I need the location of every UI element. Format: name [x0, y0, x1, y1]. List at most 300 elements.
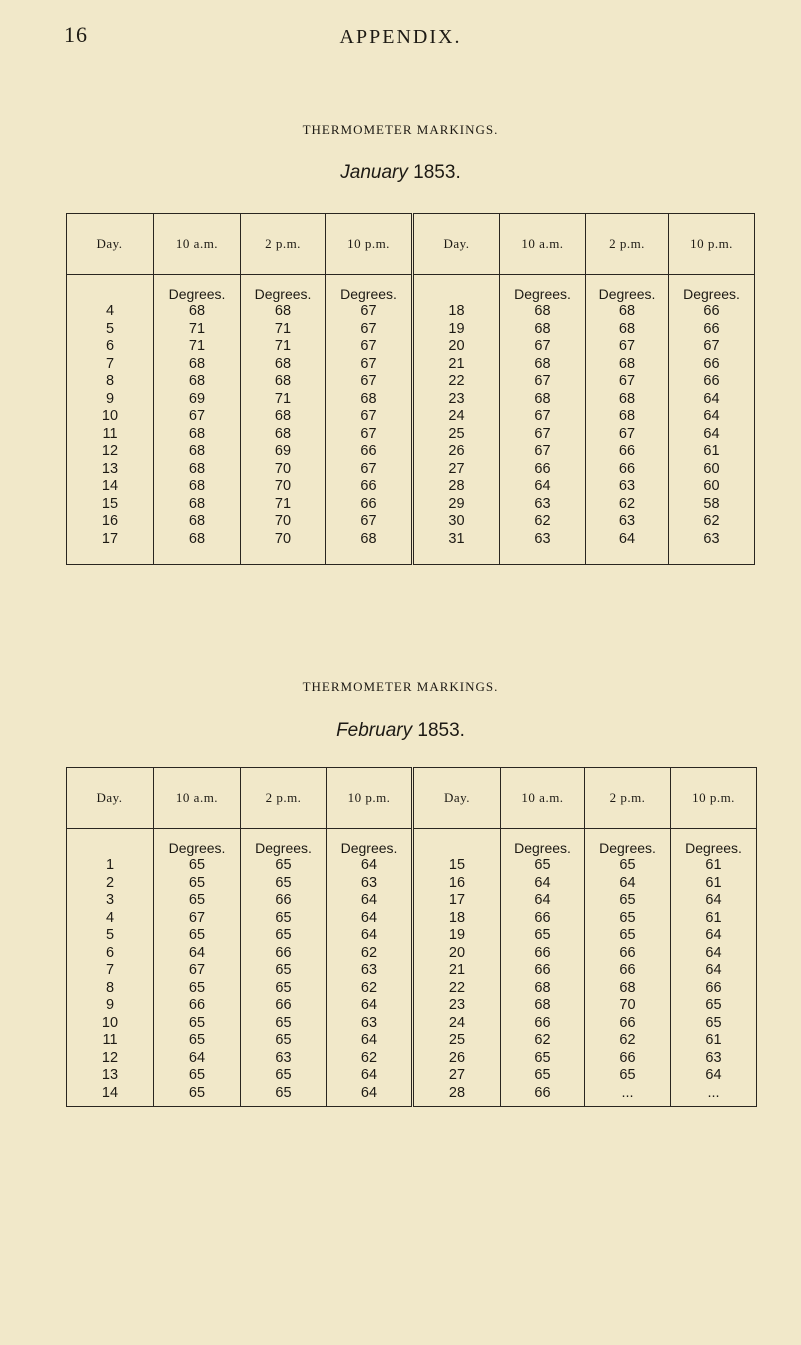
temperature-cell: 65: [154, 1067, 241, 1085]
column-header: 10 p.m.: [669, 214, 755, 275]
table-row: [67, 910, 757, 928]
temperature-cell: 68: [500, 303, 586, 321]
temperature-cell: 65: [241, 962, 327, 980]
temperature-cell: 65: [154, 1032, 241, 1050]
unit-label: Degrees.: [154, 275, 241, 304]
temperature-cell: 68: [500, 391, 586, 409]
temperature-cell: 71: [241, 391, 326, 409]
temperature-cell: 67: [586, 338, 669, 356]
february-subtitle: [0, 720, 801, 742]
day-cell: 12: [67, 443, 154, 461]
temperature-cell: 64: [705, 927, 722, 944]
temperature-cell: 68: [154, 478, 241, 496]
day-cell: 10: [67, 408, 154, 426]
spacer-cell: [154, 548, 241, 565]
temperature-cell: 67: [586, 426, 669, 444]
table-row: [67, 356, 755, 374]
temperature-cell: 66: [585, 962, 671, 980]
temperature-cell: 66: [501, 1085, 585, 1103]
temperature-cell: 68: [500, 356, 586, 374]
temperature-cell: 67: [154, 910, 241, 928]
temperature-cell: 66: [586, 461, 669, 479]
table-row: [67, 338, 755, 356]
day-cell: 3: [67, 892, 154, 910]
temperature-cell: 63: [705, 1049, 722, 1066]
day-cell: 18: [413, 303, 500, 321]
temperature-cell: 68: [241, 426, 326, 444]
temperature-cell: 63: [586, 513, 669, 531]
temperature-cell: 65: [585, 1067, 671, 1085]
day-cell: 16: [413, 875, 501, 893]
temperature-cell: 64: [154, 1050, 241, 1068]
temperature-cell: 68: [241, 373, 326, 391]
day-cell: 31: [413, 531, 500, 549]
temperature-cell: 65: [154, 857, 241, 875]
temperature-cell: 65: [241, 1085, 327, 1103]
temperature-cell: 66: [586, 443, 669, 461]
temperature-cell: 67: [154, 408, 241, 426]
temperature-cell: 64: [585, 875, 671, 893]
day-cell: 23: [413, 391, 500, 409]
unit-label: Degrees.: [500, 275, 586, 304]
day-cell: 20: [413, 945, 501, 963]
day-cell: 28: [413, 478, 500, 496]
temperature-cell: 65: [705, 997, 722, 1014]
column-header: 10 a.m.: [154, 768, 241, 829]
temperature-cell: 61: [703, 443, 720, 460]
temperature-cell: 65: [154, 1085, 241, 1103]
temperature-cell: 60: [703, 460, 720, 477]
temperature-cell: 66: [501, 945, 585, 963]
day-cell: 1: [67, 857, 154, 875]
temperature-cell: 66: [241, 945, 327, 963]
table-row: [67, 892, 757, 910]
day-cell: 14: [67, 1085, 154, 1103]
temperature-cell: 70: [241, 461, 326, 479]
temperature-cell: 70: [241, 531, 326, 549]
day-cell: 7: [67, 356, 154, 374]
day-cell: 12: [67, 1050, 154, 1068]
temperature-cell: 64: [327, 910, 413, 928]
table-row: [67, 408, 755, 426]
day-cell: 19: [413, 927, 501, 945]
temperature-cell: 64: [327, 1085, 413, 1103]
day-cell: 14: [67, 478, 154, 496]
column-header: Day.: [413, 768, 501, 829]
day-cell: 26: [413, 1050, 501, 1068]
february-header-row: [67, 768, 757, 829]
temperature-cell: 65: [154, 927, 241, 945]
temperature-cell: 67: [326, 408, 413, 426]
temperature-cell: 64: [327, 997, 413, 1015]
temperature-cell: 67: [586, 373, 669, 391]
day-cell: 23: [413, 997, 501, 1015]
temperature-cell: 66: [326, 478, 413, 496]
table-row: [67, 478, 755, 496]
january-month: January: [340, 162, 408, 183]
temperature-cell: 68: [500, 321, 586, 339]
table-row: [67, 373, 755, 391]
table-row: [67, 426, 755, 444]
temperature-cell: 62: [501, 1032, 585, 1050]
spacer-cell: [671, 1102, 757, 1107]
column-header: Day.: [67, 768, 154, 829]
temperature-cell: 69: [154, 391, 241, 409]
temperature-cell: 65: [585, 927, 671, 945]
temperature-cell: 65: [585, 857, 671, 875]
table-row: [67, 857, 757, 875]
temperature-cell: 68: [154, 373, 241, 391]
temperature-cell: 65: [241, 875, 327, 893]
temperature-cell: 64: [703, 408, 720, 425]
unit-label: Degrees.: [154, 829, 241, 858]
day-cell: 21: [413, 356, 500, 374]
temperature-cell: 67: [154, 962, 241, 980]
day-cell: 27: [413, 1067, 501, 1085]
temperature-cell: 68: [326, 391, 413, 409]
day-cell: 25: [413, 426, 500, 444]
unit-label: Degrees.: [683, 286, 740, 302]
temperature-cell: 65: [585, 910, 671, 928]
day-cell: 18: [413, 910, 501, 928]
temperature-cell: 68: [154, 461, 241, 479]
temperature-cell: 68: [154, 496, 241, 514]
column-header: 2 p.m.: [241, 768, 327, 829]
day-cell: 22: [413, 373, 500, 391]
column-header: 2 p.m.: [585, 768, 671, 829]
temperature-cell: 66: [585, 945, 671, 963]
day-cell: 13: [67, 1067, 154, 1085]
day-cell: 28: [413, 1085, 501, 1103]
temperature-cell: 68: [586, 408, 669, 426]
day-cell: 15: [67, 496, 154, 514]
temperature-cell: 65: [241, 1067, 327, 1085]
temperature-cell: 63: [500, 531, 586, 549]
temperature-cell: 65: [241, 910, 327, 928]
temperature-cell: 58: [703, 495, 720, 512]
day-cell: 7: [67, 962, 154, 980]
temperature-cell: 61: [705, 874, 722, 891]
temperature-cell: 68: [154, 513, 241, 531]
day-cell: 25: [413, 1032, 501, 1050]
temperature-cell: 64: [327, 1032, 413, 1050]
spacer-cell: [154, 1102, 241, 1107]
table-row: [67, 1067, 757, 1085]
day-cell: 11: [67, 1032, 154, 1050]
temperature-cell: 65: [241, 857, 327, 875]
temperature-cell: 64: [327, 927, 413, 945]
temperature-cell: 66: [703, 320, 720, 337]
temperature-cell: 65: [154, 1015, 241, 1033]
day-cell: 8: [67, 373, 154, 391]
table-row: [67, 513, 755, 531]
unit-label: [413, 275, 500, 304]
table-row: [67, 531, 755, 549]
column-header: 2 p.m.: [241, 214, 326, 275]
table-row: [67, 461, 755, 479]
day-cell: 5: [67, 321, 154, 339]
day-cell: 10: [67, 1015, 154, 1033]
temperature-cell: 68: [586, 321, 669, 339]
temperature-cell: 68: [501, 980, 585, 998]
temperature-cell: 65: [241, 1032, 327, 1050]
column-header: 10 p.m.: [327, 768, 413, 829]
day-cell: 17: [413, 892, 501, 910]
spacer-cell: [413, 548, 500, 565]
temperature-cell: 65: [501, 927, 585, 945]
temperature-cell: 66: [501, 1015, 585, 1033]
temperature-cell: 62: [585, 1032, 671, 1050]
temperature-cell: 65: [501, 1067, 585, 1085]
temperature-cell: 64: [705, 962, 722, 979]
column-header: 2 p.m.: [586, 214, 669, 275]
january-year: 1853.: [413, 162, 461, 183]
table-row: [67, 443, 755, 461]
temperature-cell: 62: [327, 945, 413, 963]
column-header: Day.: [413, 214, 500, 275]
temperature-cell: ...: [707, 1084, 720, 1101]
february-year: 1853.: [417, 720, 465, 741]
temperature-cell: 66: [241, 997, 327, 1015]
temperature-cell: 64: [154, 945, 241, 963]
temperature-cell: 70: [241, 478, 326, 496]
temperature-cell: 71: [241, 496, 326, 514]
day-cell: 24: [413, 1015, 501, 1033]
spacer-cell: [501, 1102, 585, 1107]
temperature-cell: 67: [500, 373, 586, 391]
temperature-cell: 65: [154, 875, 241, 893]
day-cell: 17: [67, 531, 154, 549]
column-header: 10 a.m.: [501, 768, 585, 829]
table-row: [67, 945, 757, 963]
temperature-cell: 67: [500, 338, 586, 356]
temperature-cell: 68: [326, 531, 413, 549]
february-month: February: [336, 720, 413, 741]
temperature-cell: 64: [327, 857, 413, 875]
unit-label: Degrees.: [241, 829, 327, 858]
day-cell: 24: [413, 408, 500, 426]
table-row: [67, 321, 755, 339]
temperature-cell: 68: [585, 980, 671, 998]
temperature-cell: 68: [586, 356, 669, 374]
spacer-cell: [413, 1102, 501, 1107]
temperature-cell: 60: [703, 478, 720, 495]
temperature-cell: 67: [703, 338, 720, 355]
table-row: [67, 962, 757, 980]
temperature-cell: 63: [327, 1015, 413, 1033]
temperature-cell: 64: [703, 425, 720, 442]
temperature-cell: 66: [326, 443, 413, 461]
column-header: Day.: [67, 214, 154, 275]
table-row: [67, 997, 757, 1015]
temperature-cell: 67: [326, 461, 413, 479]
temperature-cell: 64: [705, 892, 722, 909]
temperature-cell: 65: [501, 1050, 585, 1068]
february-table: [66, 767, 757, 1107]
temperature-cell: 68: [154, 356, 241, 374]
temperature-cell: 67: [326, 356, 413, 374]
table-row: [67, 303, 755, 321]
unit-label: Degrees.: [501, 829, 585, 858]
temperature-cell: 71: [241, 338, 326, 356]
temperature-cell: 67: [326, 321, 413, 339]
temperature-cell: 65: [241, 927, 327, 945]
spacer-row: [67, 548, 755, 565]
temperature-cell: 66: [501, 962, 585, 980]
temperature-cell: 71: [154, 321, 241, 339]
units-row: [67, 829, 757, 858]
january-table: [66, 213, 755, 565]
temperature-cell: 67: [500, 443, 586, 461]
temperature-cell: 67: [326, 373, 413, 391]
temperature-cell: 68: [154, 303, 241, 321]
unit-label: [413, 829, 501, 858]
temperature-cell: 62: [327, 980, 413, 998]
day-cell: 21: [413, 962, 501, 980]
temperature-cell: 62: [586, 496, 669, 514]
temperature-cell: 66: [703, 303, 720, 320]
temperature-cell: 63: [327, 875, 413, 893]
day-cell: 4: [67, 910, 154, 928]
day-cell: 8: [67, 980, 154, 998]
spacer-cell: [241, 548, 326, 565]
spacer-cell: [669, 548, 755, 565]
january-subtitle: [0, 162, 801, 184]
temperature-cell: 63: [586, 478, 669, 496]
temperature-cell: 66: [501, 910, 585, 928]
day-cell: 9: [67, 997, 154, 1015]
day-cell: 5: [67, 927, 154, 945]
spacer-cell: [67, 1102, 154, 1107]
page-number: 16: [64, 22, 88, 47]
day-cell: 15: [413, 857, 501, 875]
table-row: [67, 1050, 757, 1068]
temperature-cell: 64: [500, 478, 586, 496]
temperature-cell: 67: [326, 303, 413, 321]
day-cell: 20: [413, 338, 500, 356]
temperature-cell: 62: [500, 513, 586, 531]
temperature-cell: 64: [501, 875, 585, 893]
day-cell: 9: [67, 391, 154, 409]
temperature-cell: 68: [154, 531, 241, 549]
temperature-cell: 67: [326, 513, 413, 531]
day-cell: 19: [413, 321, 500, 339]
temperature-cell: 65: [241, 1015, 327, 1033]
day-cell: 22: [413, 980, 501, 998]
day-cell: 27: [413, 461, 500, 479]
day-cell: 4: [67, 303, 154, 321]
column-header: 10 a.m.: [500, 214, 586, 275]
temperature-cell: 67: [500, 408, 586, 426]
january-title: THERMOMETER MARKINGS.: [302, 122, 499, 137]
table-row: [67, 980, 757, 998]
temperature-cell: 66: [585, 1050, 671, 1068]
temperature-cell: 64: [327, 1067, 413, 1085]
temperature-cell: 68: [241, 356, 326, 374]
temperature-cell: ...: [585, 1085, 671, 1103]
temperature-cell: 68: [154, 426, 241, 444]
temperature-cell: 63: [500, 496, 586, 514]
temperature-cell: 66: [703, 373, 720, 390]
day-cell: 29: [413, 496, 500, 514]
temperature-cell: 68: [586, 303, 669, 321]
temperature-cell: 66: [326, 496, 413, 514]
temperature-cell: 68: [241, 303, 326, 321]
temperature-cell: 67: [326, 338, 413, 356]
unit-label: Degrees.: [586, 275, 669, 304]
day-cell: 11: [67, 426, 154, 444]
temperature-cell: 71: [154, 338, 241, 356]
day-cell: 6: [67, 338, 154, 356]
unit-label: [67, 275, 154, 304]
temperature-cell: 62: [703, 513, 720, 530]
table-row: [67, 1085, 757, 1103]
unit-label: Degrees.: [326, 275, 413, 304]
table-row: [67, 1032, 757, 1050]
temperature-cell: 64: [586, 531, 669, 549]
table-row: [67, 391, 755, 409]
running-head: APPENDIX.: [339, 26, 462, 48]
temperature-cell: 63: [703, 530, 720, 547]
january-header-row: [67, 214, 755, 275]
unit-label: Degrees.: [585, 829, 671, 858]
temperature-cell: 64: [703, 390, 720, 407]
temperature-cell: 66: [500, 461, 586, 479]
day-cell: 26: [413, 443, 500, 461]
day-cell: 13: [67, 461, 154, 479]
temperature-cell: 67: [500, 426, 586, 444]
temperature-cell: 68: [154, 443, 241, 461]
spacer-cell: [326, 548, 413, 565]
table-row: [67, 496, 755, 514]
unit-label: [67, 829, 154, 858]
unit-label: Degrees.: [685, 840, 742, 856]
temperature-cell: 66: [703, 355, 720, 372]
temperature-cell: 65: [501, 857, 585, 875]
temperature-cell: 66: [154, 997, 241, 1015]
temperature-cell: 66: [705, 979, 722, 996]
temperature-cell: 65: [705, 1014, 722, 1031]
temperature-cell: 65: [154, 892, 241, 910]
temperature-cell: 68: [241, 408, 326, 426]
column-header: 10 p.m.: [671, 768, 757, 829]
spacer-cell: [585, 1102, 671, 1107]
table-row: [67, 1015, 757, 1033]
temperature-cell: 66: [241, 892, 327, 910]
temperature-cell: 65: [154, 980, 241, 998]
day-cell: 30: [413, 513, 500, 531]
unit-label: Degrees.: [327, 829, 413, 858]
temperature-cell: 64: [327, 892, 413, 910]
temperature-cell: 64: [501, 892, 585, 910]
spacer-row: [67, 1102, 757, 1107]
column-header: 10 a.m.: [154, 214, 241, 275]
temperature-cell: 63: [241, 1050, 327, 1068]
temperature-cell: 61: [705, 857, 722, 874]
temperature-cell: 68: [501, 997, 585, 1015]
temperature-cell: 61: [705, 1032, 722, 1049]
column-header: 10 p.m.: [326, 214, 413, 275]
temperature-cell: 62: [327, 1050, 413, 1068]
temperature-cell: 71: [241, 321, 326, 339]
table-row: [67, 927, 757, 945]
temperature-cell: 70: [241, 513, 326, 531]
spacer-cell: [67, 548, 154, 565]
temperature-cell: 64: [705, 944, 722, 961]
temperature-cell: 64: [705, 1067, 722, 1084]
table-row: [67, 875, 757, 893]
spacer-cell: [327, 1102, 413, 1107]
